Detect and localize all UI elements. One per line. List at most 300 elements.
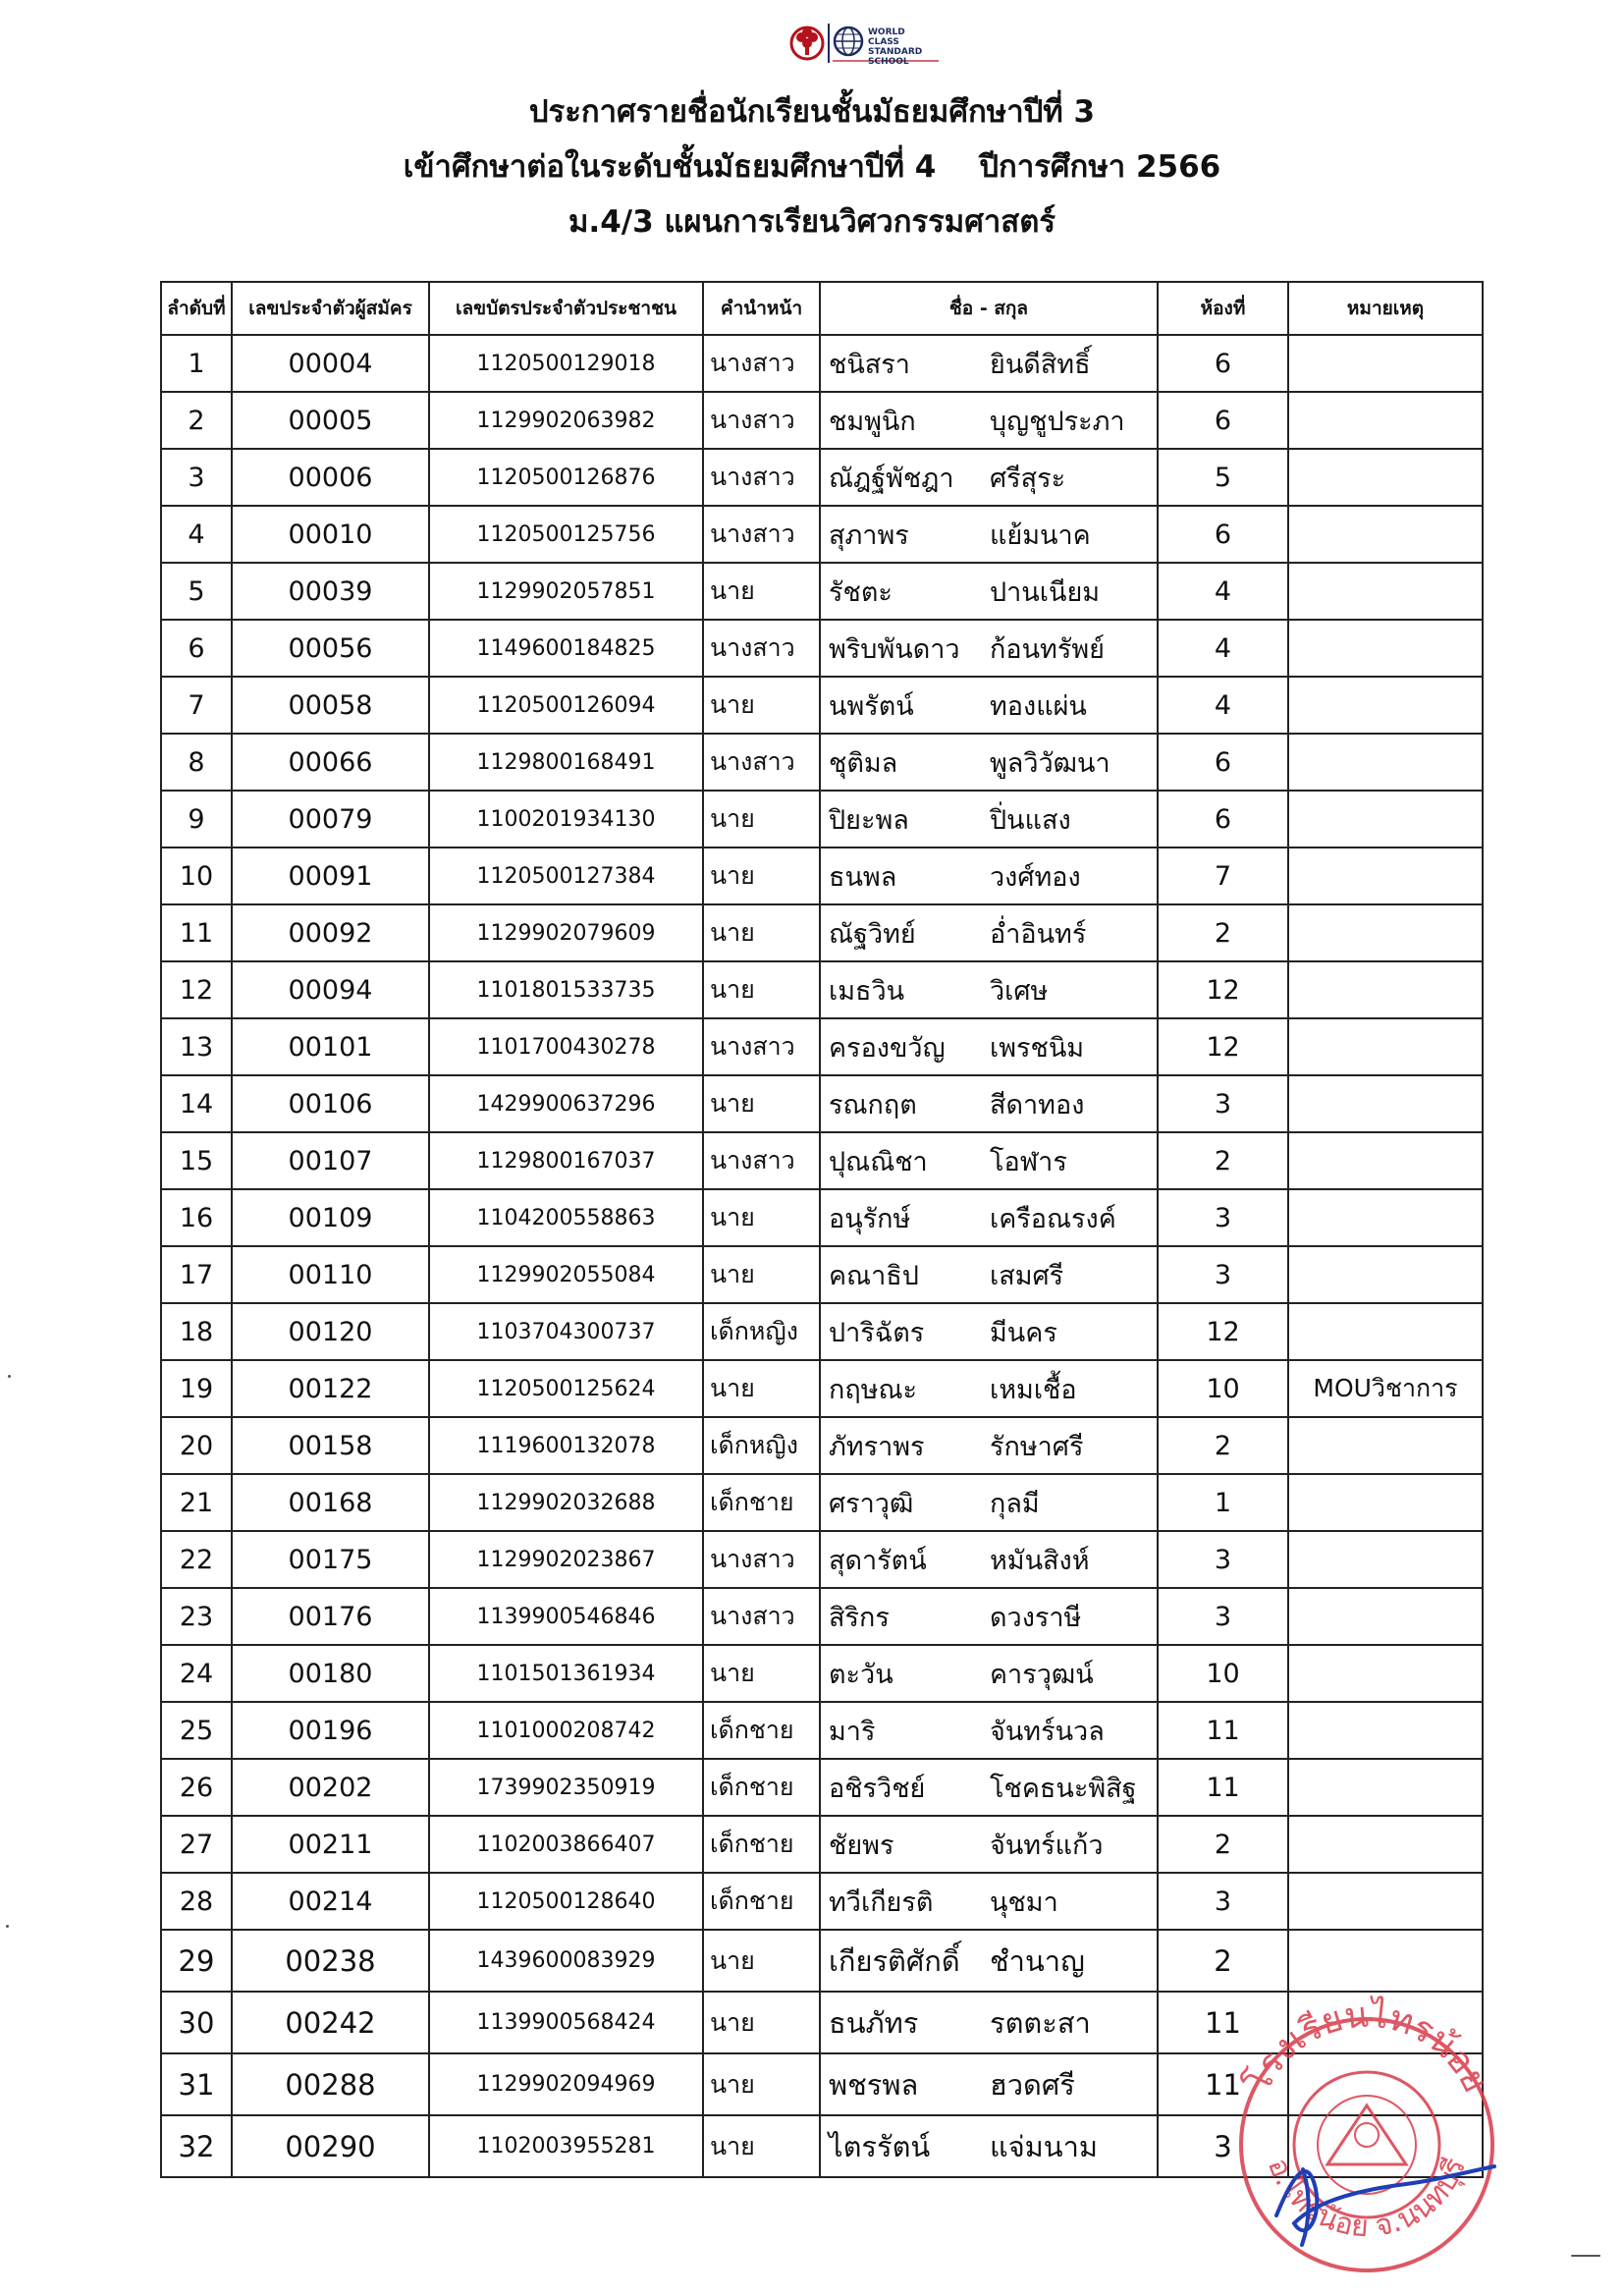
cell-no: 4 <box>161 506 232 563</box>
cell-no: 14 <box>161 1075 232 1132</box>
cell-national-id: 1100201934130 <box>429 791 703 847</box>
cell-name <box>820 1360 1158 1417</box>
cell-note <box>1288 847 1483 904</box>
cell-prefix: นาย <box>703 2053 820 2115</box>
cell-no: 25 <box>161 1702 232 1759</box>
table-row <box>161 1474 1483 1531</box>
cell-prefix: เด็กชาย <box>703 1816 820 1873</box>
table-row <box>161 791 1483 847</box>
cell-app-id: 00110 <box>232 1246 429 1303</box>
cell-room: 12 <box>1158 1018 1288 1075</box>
cell-app-id: 00106 <box>232 1075 429 1132</box>
last-name: ปิ่นแสง <box>990 804 1071 836</box>
cell-note <box>1288 620 1483 677</box>
first-name: มาริ <box>829 1716 876 1747</box>
last-name: โอฬาร <box>990 1146 1067 1177</box>
cell-national-id: 1129800168491 <box>429 734 703 791</box>
cell-national-id: 1149600184825 <box>429 620 703 677</box>
cell-national-id: 1120500125756 <box>429 506 703 563</box>
cell-note <box>1288 1075 1483 1132</box>
cell-room: 6 <box>1158 791 1288 847</box>
cell-no: 2 <box>161 392 232 449</box>
cell-app-id: 00214 <box>232 1873 429 1930</box>
cell-no: 21 <box>161 1474 232 1531</box>
cell-no: 3 <box>161 449 232 506</box>
col-header-prefix: คำนำหน้า <box>703 282 820 335</box>
cell-no: 1 <box>161 335 232 392</box>
cell-name <box>820 392 1158 449</box>
cell-prefix: นางสาว <box>703 1018 820 1075</box>
cell-prefix: เด็กชาย <box>703 1702 820 1759</box>
first-name: สุดารัตน์ <box>829 1545 927 1576</box>
cell-room: 2 <box>1158 1816 1288 1873</box>
last-name: ดวงราษี <box>990 1602 1082 1633</box>
table-row <box>161 1816 1483 1873</box>
cell-note <box>1288 2053 1483 2115</box>
cell-note <box>1288 1474 1483 1531</box>
last-name: วิเศษ <box>990 975 1049 1007</box>
title-line-1: ประกาศรายชื่อนักเรียนชั้นมัธยมศึกษาปีที่ 3 <box>528 94 1096 130</box>
table-row <box>161 1992 1483 2053</box>
table-row <box>161 563 1483 620</box>
cell-national-id: 1119600132078 <box>429 1417 703 1474</box>
cell-room: 3 <box>1158 1075 1288 1132</box>
table-row <box>161 2053 1483 2115</box>
cell-name <box>820 335 1158 392</box>
cell-app-id: 00242 <box>232 1992 429 2053</box>
first-name: ศราวุฒิ <box>829 1488 914 1519</box>
first-name: สุภาพร <box>829 519 909 551</box>
cell-app-id: 00101 <box>232 1018 429 1075</box>
cell-no: 26 <box>161 1759 232 1816</box>
scan-speck <box>1571 2255 1600 2257</box>
cell-app-id: 00290 <box>232 2115 429 2177</box>
cell-name <box>820 1873 1158 1930</box>
cell-national-id: 1439600083929 <box>429 1930 703 1992</box>
first-name: ทวีเกียรติ <box>829 1886 934 1918</box>
cell-app-id: 00005 <box>232 392 429 449</box>
cell-room: 11 <box>1158 1759 1288 1816</box>
last-name: ปานเนียม <box>990 576 1101 608</box>
cell-prefix: นาย <box>703 1246 820 1303</box>
cell-prefix: นางสาว <box>703 506 820 563</box>
cell-name <box>820 791 1158 847</box>
cell-app-id: 00122 <box>232 1360 429 1417</box>
cell-prefix: นางสาว <box>703 1531 820 1588</box>
cell-name <box>820 1930 1158 1992</box>
table-header-row <box>161 282 1483 335</box>
cell-room: 6 <box>1158 335 1288 392</box>
cell-name <box>820 2115 1158 2177</box>
cell-note <box>1288 961 1483 1018</box>
cell-national-id: 1104200558863 <box>429 1189 703 1246</box>
cell-app-id: 00107 <box>232 1132 429 1189</box>
table-row <box>161 1588 1483 1645</box>
cell-national-id: 1102003955281 <box>429 2115 703 2177</box>
cell-prefix: เด็กหญิง <box>703 1303 820 1360</box>
cell-room: 10 <box>1158 1645 1288 1702</box>
title-line-3: ม.4/3 แผนการเรียนวิศวกรรมศาสตร์ <box>568 204 1056 240</box>
cell-room: 1 <box>1158 1474 1288 1531</box>
first-name: ณัฐวิทย์ <box>829 918 916 950</box>
cell-no: 31 <box>161 2053 232 2115</box>
cell-no: 15 <box>161 1132 232 1189</box>
last-name: หมันสิงห์ <box>990 1545 1090 1576</box>
cell-no: 6 <box>161 620 232 677</box>
cell-prefix: นางสาว <box>703 335 820 392</box>
table-row <box>161 677 1483 734</box>
cell-room: 5 <box>1158 449 1288 506</box>
cell-national-id: 1129902055084 <box>429 1246 703 1303</box>
cell-national-id: 1739902350919 <box>429 1759 703 1816</box>
cell-app-id: 00180 <box>232 1645 429 1702</box>
cell-app-id: 00238 <box>232 1930 429 1992</box>
first-name: ตะวัน <box>829 1659 893 1690</box>
cell-national-id: 1101000208742 <box>429 1702 703 1759</box>
col-header-no: ลำดับที่ <box>161 282 232 335</box>
cell-national-id: 1129800167037 <box>429 1132 703 1189</box>
cell-national-id: 1101801533735 <box>429 961 703 1018</box>
cell-room: 3 <box>1158 1531 1288 1588</box>
cell-no: 9 <box>161 791 232 847</box>
cell-note <box>1288 1873 1483 1930</box>
table-row <box>161 904 1483 961</box>
cell-room: 11 <box>1158 1702 1288 1759</box>
cell-name <box>820 1531 1158 1588</box>
cell-no: 16 <box>161 1189 232 1246</box>
col-header-app-id: เลขประจำตัวผู้สมัคร <box>232 282 429 335</box>
first-name: ปุณณิชา <box>829 1146 928 1177</box>
cell-app-id: 00094 <box>232 961 429 1018</box>
cell-no: 23 <box>161 1588 232 1645</box>
cell-name <box>820 1417 1158 1474</box>
title-line-2-year: ปีการศึกษา 2566 <box>979 149 1221 185</box>
last-name: รักษาศรี <box>990 1431 1084 1462</box>
cell-name <box>820 1816 1158 1873</box>
first-name: ชุติมล <box>829 747 898 779</box>
cell-note <box>1288 1992 1483 2053</box>
last-name: วงศ์ทอง <box>990 861 1081 893</box>
cell-national-id: 1101501361934 <box>429 1645 703 1702</box>
cell-note <box>1288 677 1483 734</box>
cell-app-id: 00288 <box>232 2053 429 2115</box>
last-name: ฮวดศรี <box>990 2067 1075 2102</box>
table-row <box>161 1930 1483 1992</box>
cell-prefix: นาย <box>703 1992 820 2053</box>
cell-prefix: นางสาว <box>703 1132 820 1189</box>
cell-app-id: 00202 <box>232 1759 429 1816</box>
cell-note <box>1288 2115 1483 2177</box>
last-name: พูลวิวัฒนา <box>990 747 1110 779</box>
last-name: อ่ำอินทร์ <box>990 918 1087 950</box>
last-name: แย้มนาค <box>990 519 1091 551</box>
school-logo <box>787 18 945 75</box>
cell-prefix: เด็กชาย <box>703 1474 820 1531</box>
cell-room: 3 <box>1158 1189 1288 1246</box>
first-name: รัชตะ <box>829 576 893 608</box>
cell-no: 19 <box>161 1360 232 1417</box>
cell-app-id: 00196 <box>232 1702 429 1759</box>
last-name: ก้อนทรัพย์ <box>990 633 1105 665</box>
cell-name <box>820 1645 1158 1702</box>
cell-note <box>1288 1930 1483 1992</box>
cell-note <box>1288 506 1483 563</box>
cell-room: 10 <box>1158 1360 1288 1417</box>
first-name: ภัทราพร <box>829 1431 925 1462</box>
last-name: คารวุฒน์ <box>990 1659 1094 1690</box>
last-name: บุญชูประภา <box>990 406 1125 437</box>
table-row <box>161 961 1483 1018</box>
cell-no: 18 <box>161 1303 232 1360</box>
cell-app-id: 00058 <box>232 677 429 734</box>
cell-name <box>820 1474 1158 1531</box>
cell-app-id: 00006 <box>232 449 429 506</box>
first-name: สิริกร <box>829 1602 890 1633</box>
cell-note <box>1288 1018 1483 1075</box>
first-name: ชมพูนิก <box>829 406 916 437</box>
table-row <box>161 1303 1483 1360</box>
cell-room: 11 <box>1158 2053 1288 2115</box>
cell-prefix: นาย <box>703 2115 820 2177</box>
first-name: อชิรวิชย์ <box>829 1773 926 1804</box>
table-row <box>161 1531 1483 1588</box>
cell-no: 17 <box>161 1246 232 1303</box>
cell-no: 5 <box>161 563 232 620</box>
cell-name <box>820 506 1158 563</box>
col-header-name: ชื่อ - สกุล <box>820 282 1158 335</box>
cell-note: MOUวิชาการ <box>1288 1360 1483 1417</box>
cell-no: 20 <box>161 1417 232 1474</box>
cell-app-id: 00010 <box>232 506 429 563</box>
cell-national-id: 1129902057851 <box>429 563 703 620</box>
stamp-text-bottom: อ.ไทรน้อย จ.นนทบุรี <box>1260 2153 1474 2245</box>
cell-national-id: 1120500128640 <box>429 1873 703 1930</box>
cell-name <box>820 904 1158 961</box>
last-name: สีดาทอง <box>990 1089 1085 1121</box>
cell-name <box>820 1992 1158 2053</box>
last-name: ยินดีสิทธิ์ <box>990 349 1091 380</box>
cell-name <box>820 734 1158 791</box>
last-name: ชำนาญ <box>990 1943 1085 1978</box>
cell-room: 4 <box>1158 677 1288 734</box>
table-row <box>161 847 1483 904</box>
cell-room: 6 <box>1158 734 1288 791</box>
cell-no: 10 <box>161 847 232 904</box>
cell-no: 32 <box>161 2115 232 2177</box>
last-name: แจ่มนาม <box>990 2129 1099 2163</box>
last-name: ศรีสุระ <box>990 463 1066 494</box>
cell-room: 2 <box>1158 1417 1288 1474</box>
last-name: เหมเชื้อ <box>990 1374 1077 1405</box>
cell-no: 30 <box>161 1992 232 2053</box>
cell-room: 3 <box>1158 1588 1288 1645</box>
cell-app-id: 00091 <box>232 847 429 904</box>
table-body <box>161 335 1483 2177</box>
col-header-note: หมายเหตุ <box>1288 282 1483 335</box>
cell-national-id: 1120500125624 <box>429 1360 703 1417</box>
cell-app-id: 00004 <box>232 335 429 392</box>
cell-prefix: เด็กชาย <box>703 1759 820 1816</box>
cell-name <box>820 1759 1158 1816</box>
first-name: เกียรติศักดิ์ <box>829 1943 960 1978</box>
cell-prefix: นาย <box>703 904 820 961</box>
cell-national-id: 1139900568424 <box>429 1992 703 2053</box>
cell-prefix: นาย <box>703 961 820 1018</box>
cell-national-id: 1129902023867 <box>429 1531 703 1588</box>
title-line-2 <box>0 139 1624 194</box>
cell-room: 11 <box>1158 1992 1288 2053</box>
cell-name <box>820 449 1158 506</box>
cell-room: 7 <box>1158 847 1288 904</box>
cell-note <box>1288 1588 1483 1645</box>
first-name: ปิยะพล <box>829 804 909 836</box>
first-name: กฤษณะ <box>829 1374 918 1405</box>
table-row <box>161 2115 1483 2177</box>
cell-note <box>1288 563 1483 620</box>
cell-prefix: นาย <box>703 1930 820 1992</box>
cell-app-id: 00109 <box>232 1189 429 1246</box>
cell-prefix: นางสาว <box>703 449 820 506</box>
cell-national-id: 1129902079609 <box>429 904 703 961</box>
first-name: ณัฎฐ์พัชฎา <box>829 463 954 494</box>
cell-prefix: เด็กชาย <box>703 1873 820 1930</box>
cell-national-id: 1120500127384 <box>429 847 703 904</box>
last-name: รตตะสา <box>990 2005 1091 2040</box>
cell-name <box>820 677 1158 734</box>
cell-room: 6 <box>1158 392 1288 449</box>
cell-app-id: 00092 <box>232 904 429 961</box>
cell-note <box>1288 1645 1483 1702</box>
table-row <box>161 734 1483 791</box>
cell-prefix: นาย <box>703 1189 820 1246</box>
cell-no: 13 <box>161 1018 232 1075</box>
table-row <box>161 392 1483 449</box>
first-name: อนุรักษ์ <box>829 1203 911 1234</box>
cell-app-id: 00120 <box>232 1303 429 1360</box>
first-name: ครองขวัญ <box>829 1032 946 1064</box>
cell-name <box>820 563 1158 620</box>
cell-name <box>820 620 1158 677</box>
cell-app-id: 00079 <box>232 791 429 847</box>
cell-national-id: 1129902094969 <box>429 2053 703 2115</box>
cell-name <box>820 1132 1158 1189</box>
cell-note <box>1288 1132 1483 1189</box>
cell-prefix: นาย <box>703 791 820 847</box>
logo-text: WORLD CLASS STANDARD SCHOOL <box>868 27 923 67</box>
first-name: นพรัตน์ <box>829 690 914 722</box>
table-row <box>161 1246 1483 1303</box>
cell-national-id: 1120500129018 <box>429 335 703 392</box>
cell-app-id: 00211 <box>232 1816 429 1873</box>
last-name: เพรชนิม <box>990 1032 1085 1064</box>
table-row <box>161 1759 1483 1816</box>
cell-national-id: 1429900637296 <box>429 1075 703 1132</box>
cell-national-id: 1101700430278 <box>429 1018 703 1075</box>
cell-name <box>820 1588 1158 1645</box>
cell-national-id: 1139900546846 <box>429 1588 703 1645</box>
table-row <box>161 1075 1483 1132</box>
student-roster-table <box>160 281 1484 2178</box>
cell-note <box>1288 449 1483 506</box>
last-name: เสมศรี <box>990 1260 1064 1291</box>
table-row <box>161 1702 1483 1759</box>
table-row <box>161 1360 1483 1417</box>
cell-note <box>1288 1303 1483 1360</box>
cell-no: 28 <box>161 1873 232 1930</box>
cell-national-id: 1120500126094 <box>429 677 703 734</box>
title-line-2-level: เข้าศึกษาต่อในระดับชั้นมัธยมศึกษาปีที่ 4 <box>403 149 937 185</box>
cell-note <box>1288 1417 1483 1474</box>
cell-app-id: 00039 <box>232 563 429 620</box>
col-header-national-id: เลขบัตรประจำตัวประชาชน <box>429 282 703 335</box>
cell-note <box>1288 734 1483 791</box>
cell-name <box>820 1189 1158 1246</box>
cell-prefix: นาย <box>703 677 820 734</box>
last-name: โชคธนะพิสิฐ <box>990 1773 1137 1804</box>
cell-name <box>820 2053 1158 2115</box>
first-name: พชรพล <box>829 2067 919 2102</box>
cell-prefix: นาย <box>703 847 820 904</box>
cell-no: 11 <box>161 904 232 961</box>
cell-note <box>1288 1531 1483 1588</box>
cell-note <box>1288 392 1483 449</box>
cell-app-id: 00168 <box>232 1474 429 1531</box>
cell-name <box>820 1075 1158 1132</box>
cell-app-id: 00158 <box>232 1417 429 1474</box>
first-name: ธนพล <box>829 861 897 893</box>
cell-national-id: 1129902032688 <box>429 1474 703 1531</box>
first-name: เมธวิน <box>829 975 905 1007</box>
cell-national-id: 1102003866407 <box>429 1816 703 1873</box>
cell-room: 2 <box>1158 1132 1288 1189</box>
last-name: จันทร์นวล <box>990 1716 1105 1747</box>
cell-note <box>1288 1246 1483 1303</box>
first-name: ไตรรัตน์ <box>829 2129 931 2163</box>
last-name: กุลมี <box>990 1488 1040 1519</box>
cell-prefix: นางสาว <box>703 734 820 791</box>
cell-room: 4 <box>1158 563 1288 620</box>
cell-note <box>1288 335 1483 392</box>
cell-name <box>820 1018 1158 1075</box>
table-row <box>161 449 1483 506</box>
last-name: มีนคร <box>990 1317 1057 1348</box>
cell-no: 8 <box>161 734 232 791</box>
cell-no: 29 <box>161 1930 232 1992</box>
cell-name <box>820 847 1158 904</box>
cell-prefix: นางสาว <box>703 620 820 677</box>
table-row <box>161 1189 1483 1246</box>
cell-room: 2 <box>1158 904 1288 961</box>
cell-national-id: 1120500126876 <box>429 449 703 506</box>
cell-room: 12 <box>1158 961 1288 1018</box>
table-row <box>161 506 1483 563</box>
cell-name <box>820 1702 1158 1759</box>
cell-prefix: นางสาว <box>703 392 820 449</box>
last-name: จันทร์แก้ว <box>990 1830 1104 1861</box>
scan-speck <box>6 1925 9 1928</box>
cell-prefix: นาย <box>703 1075 820 1132</box>
table-row <box>161 335 1483 392</box>
cell-prefix: นางสาว <box>703 1588 820 1645</box>
cell-note <box>1288 791 1483 847</box>
last-name: ทองแผ่น <box>990 690 1087 722</box>
last-name: เครือณรงค์ <box>990 1203 1116 1234</box>
cell-no: 27 <box>161 1816 232 1873</box>
cell-app-id: 00176 <box>232 1588 429 1645</box>
cell-note <box>1288 1759 1483 1816</box>
cell-room: 2 <box>1158 1930 1288 1992</box>
cell-room: 4 <box>1158 620 1288 677</box>
